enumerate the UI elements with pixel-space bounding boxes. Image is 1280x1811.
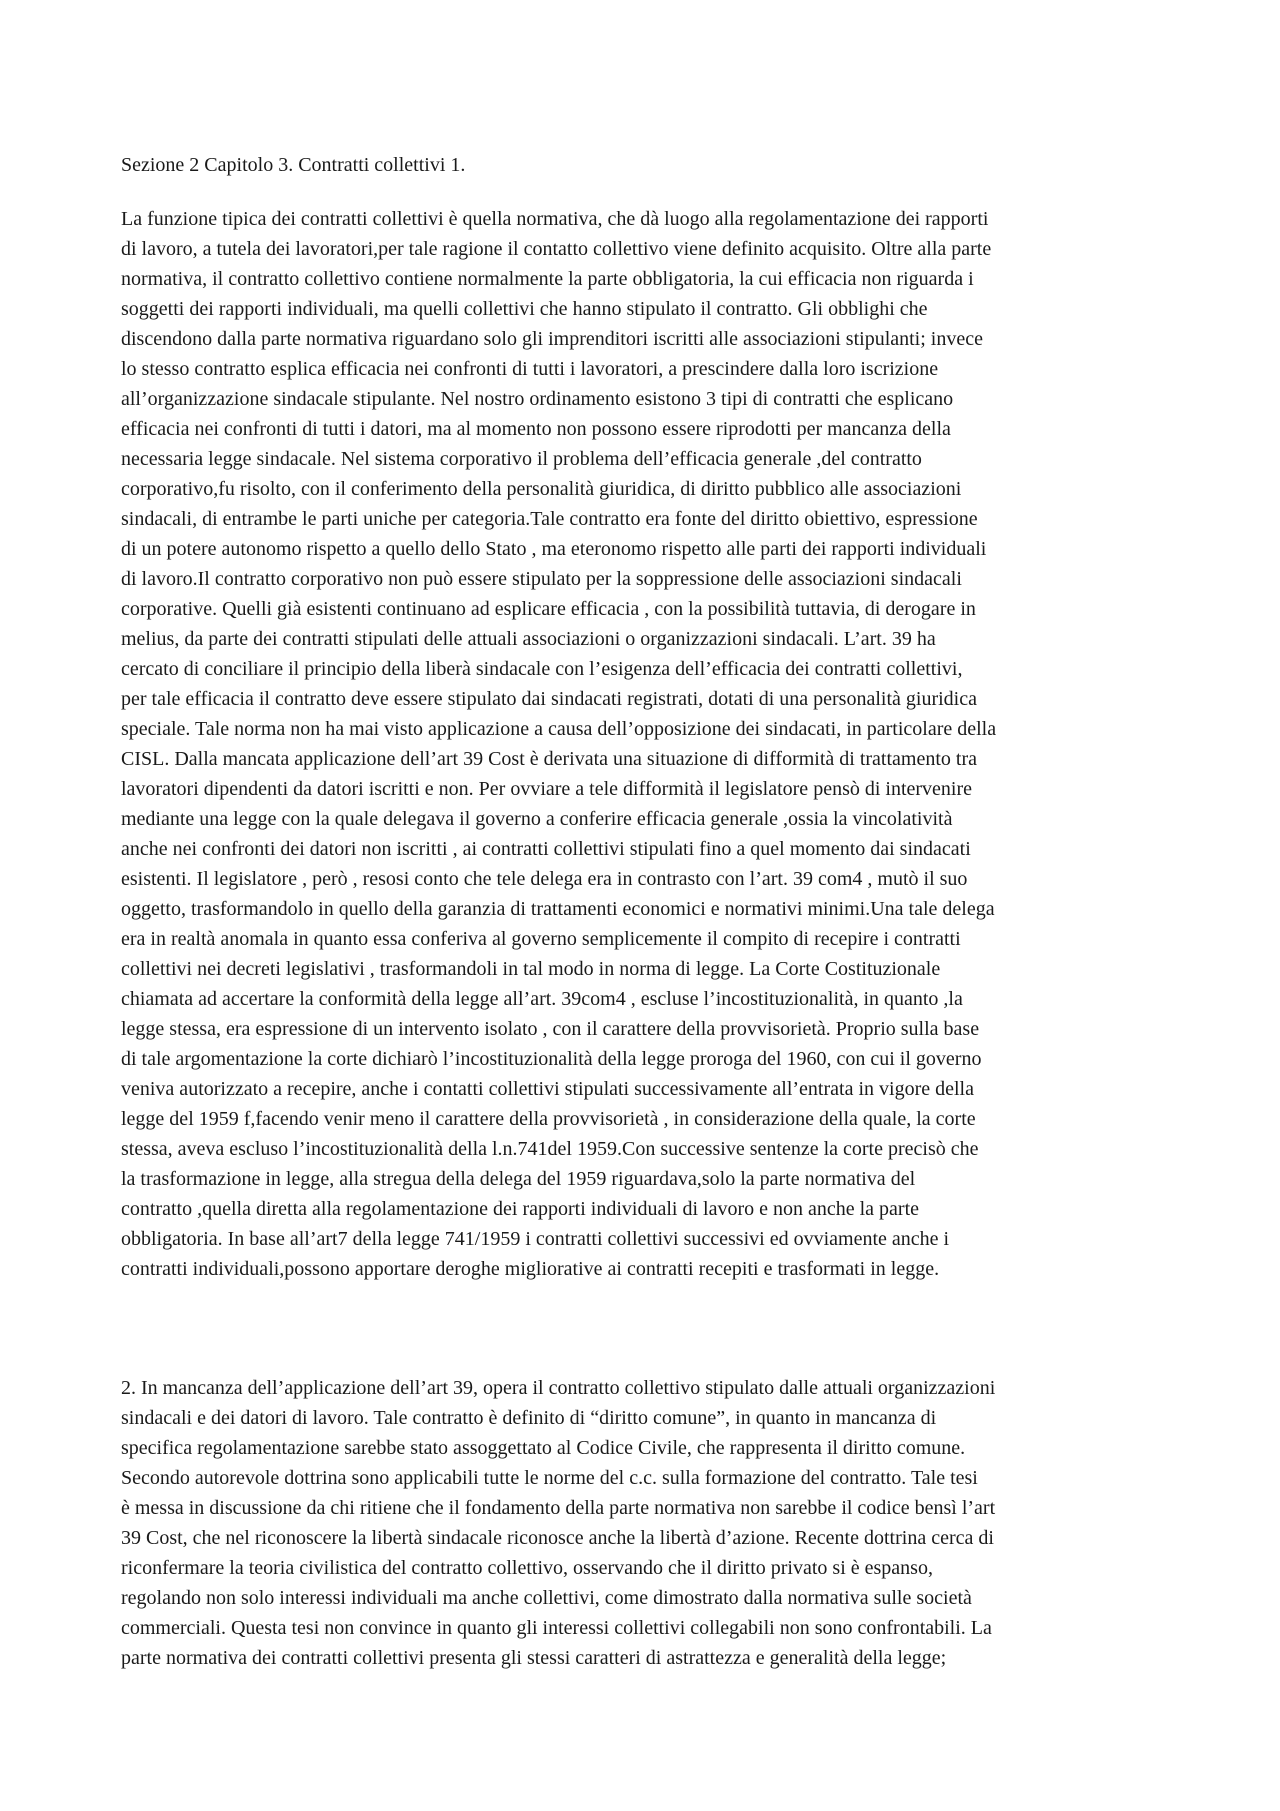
paragraph-1-line: melius, da parte dei contratti stipulati delle attuali associazioni o organizzazioni sindacali. L’art. 39 ha (121, 628, 936, 650)
paragraph-1-line: veniva autorizzato a recepire, anche i contatti collettivi stipulati successivamente all’entrata in vigore della (121, 1078, 974, 1100)
paragraph-2-line: Secondo autorevole dottrina sono applicabili tutte le norme del c.c. sulla formazione del contratto. Tale tesi (121, 1467, 978, 1489)
paragraph-2-line: riconfermare la teoria civilistica del contratto collettivo, osservando che il diritto privato si è espanso, (121, 1557, 933, 1579)
paragraph-1-line: di lavoro, a tutela dei lavoratori,per tale ragione il contatto collettivo viene definito acquisito. Oltre alla parte (121, 238, 992, 260)
paragraph-1-line: lavoratori dipendenti da datori iscritti e non. Per ovviare a tele difformità il legislatore pensò di intervenire (121, 778, 973, 800)
paragraph-1-line: cercato di conciliare il principio della liberà sindacale con l’esigenza dell’efficacia dei contratti collettivi, (121, 658, 963, 680)
paragraph-1-line: speciale. Tale norma non ha mai visto applicazione a causa dell’opposizione dei sindacati, in particolare della (121, 718, 997, 740)
paragraph-1-line: esistenti. Il legislatore , però , resosi conto che tele delega era in contrasto con l’art. 39 com4 , mutò il suo (121, 868, 968, 890)
paragraph-2-line: è messa in discussione da chi ritiene che il fondamento della parte normativa non sarebbe il codice bensì l’art (121, 1497, 996, 1519)
paragraph-1-line: soggetti dei rapporti individuali, ma quelli collettivi che hanno stipulato il contratto. Gli obblighi che (121, 298, 928, 320)
paragraph-1-line: collettivi nei decreti legislativi , trasformandoli in tal modo in norma di legge. La Corte Costituzionale (121, 958, 941, 980)
paragraph-1-line: corporativo,fu risolto, con il conferimento della personalità giuridica, di diritto pubblico alle associazioni (121, 478, 962, 500)
paragraph-1-line: anche nei confronti dei datori non iscritti , ai contratti collettivi stipulati fino a quel momento dai sindacati (121, 838, 971, 860)
paragraph-1-line: necessaria legge sindacale. Nel sistema corporativo il problema dell’efficacia generale ,del contratto (121, 448, 922, 470)
paragraph-2-line: 39 Cost, che nel riconoscere la libertà sindacale riconosce anche la libertà d’azione. Recente dottrina cerca di (121, 1527, 994, 1549)
paragraph-2 (121, 1373, 1171, 1673)
paragraph-2-line: sindacali e dei datori di lavoro. Tale contratto è definito di “diritto comune”, in quanto in mancanza di (121, 1407, 937, 1429)
paragraph-1-line: all’organizzazione sindacale stipulante. Nel nostro ordinamento esistono 3 tipi di contratti che esplicano (121, 388, 954, 410)
paragraph-2-line: 2. In mancanza dell’applicazione dell’art 39, opera il contratto collettivo stipulato dalle attuali organizzazioni (121, 1377, 996, 1399)
paragraph-1-line: legge del 1959 f,facendo venir meno il carattere della provvisorietà , in considerazione della quale, la corte (121, 1108, 976, 1130)
paragraph-1-line: di lavoro.Il contratto corporativo non può essere stipulato per la soppressione delle associazioni sindacali (121, 568, 962, 590)
paragraph-1-line: discendono dalla parte normativa riguardano solo gli imprenditori iscritti alle associazioni stipulanti; invece (121, 328, 983, 350)
paragraph-1-line: la trasformazione in legge, alla stregua della delega del 1959 riguardava,solo la parte normativa del (121, 1168, 916, 1190)
paragraph-1-line: normativa, il contratto collettivo contiene normalmente la parte obbligatoria, la cui efficacia non riguarda i (121, 268, 974, 290)
paragraph-1-line: chiamata ad accertare la conformità della legge all’art. 39com4 , escluse l’incostituzionalità, in quanto ,la (121, 988, 963, 1010)
section-title: Sezione 2 Capitolo 3. Contratti collettivi 1. (121, 154, 466, 176)
paragraph-1-line: era in realtà anomala in quanto essa conferiva al governo semplicemente il compito di recepire i contratti (121, 928, 961, 950)
paragraph-1-line: di tale argomentazione la corte dichiarò l’incostituzionalità della legge proroga del 1960, con cui il governo (121, 1048, 982, 1070)
paragraph-1-line: lo stesso contratto esplica efficacia nei confronti di tutti i lavoratori, a prescindere dalla loro iscrizione (121, 358, 939, 380)
paragraph-1-line: contratti individuali,possono apportare deroghe migliorative ai contratti recepiti e trasformati in legge. (121, 1258, 940, 1280)
paragraph-1-line: oggetto, trasformandolo in quello della garanzia di trattamenti economici e normativi minimi.Una tale delega (121, 898, 995, 920)
paragraph-1-line: CISL. Dalla mancata applicazione dell’art 39 Cost è derivata una situazione di difformità di trattamento tra (121, 748, 977, 770)
paragraph-1-line: contratto ,quella diretta alla regolamentazione dei rapporti individuali di lavoro e non anche la parte (121, 1198, 920, 1220)
paragraph-2-line: regolando non solo interessi individuali ma anche collettivi, come dimostrato dalla normativa sulle società (121, 1587, 972, 1609)
paragraph-2-line: specifica regolamentazione sarebbe stato assoggettato al Codice Civile, che rappresenta il diritto comune. (121, 1437, 966, 1459)
paragraph-1-line: mediante una legge con la quale delegava il governo a conferire efficacia generale ,ossia la vincolatività (121, 808, 953, 830)
paragraph-1 (121, 204, 1171, 1284)
paragraph-1-line: per tale efficacia il contratto deve essere stipulato dai sindacati registrati, dotati di una personalità giuridica (121, 688, 977, 710)
paragraph-1-line: obbligatoria. In base all’art7 della legge 741/1959 i contratti collettivi successivi ed ovviamente anche i (121, 1228, 950, 1250)
paragraph-1-line: efficacia nei confronti di tutti i datori, ma al momento non possono essere riprodotti per mancanza della (121, 418, 951, 440)
paragraph-2-line: commerciali. Questa tesi non convince in quanto gli interessi collettivi collegabili non sono confrontabili. La (121, 1617, 992, 1639)
paragraph-1-line: corporative. Quelli già esistenti continuano ad esplicare efficacia , con la possibilità tuttavia, di derogare in (121, 598, 976, 620)
paragraph-1-line: La funzione tipica dei contratti collettivi è quella normativa, che dà luogo alla regolamentazione dei rapporti (121, 208, 989, 230)
paragraph-1-line: legge stessa, era espressione di un intervento isolato , con il carattere della provvisorietà. Proprio sulla base (121, 1018, 980, 1040)
paragraph-1-line: sindacali, di entrambe le parti uniche per categoria.Tale contratto era fonte del diritto obiettivo, espressione (121, 508, 978, 530)
paragraph-1-line: stessa, aveva escluso l’incostituzionalità della l.n.741del 1959.Con successive sentenze la corte precisò che (121, 1138, 979, 1160)
paragraph-1-line: di un potere autonomo rispetto a quello dello Stato , ma eteronomo rispetto alle parti dei rapporti individuali (121, 538, 987, 560)
paragraph-2-line: parte normativa dei contratti collettivi presenta gli stessi caratteri di astrattezza e generalità della legge; (121, 1647, 947, 1669)
